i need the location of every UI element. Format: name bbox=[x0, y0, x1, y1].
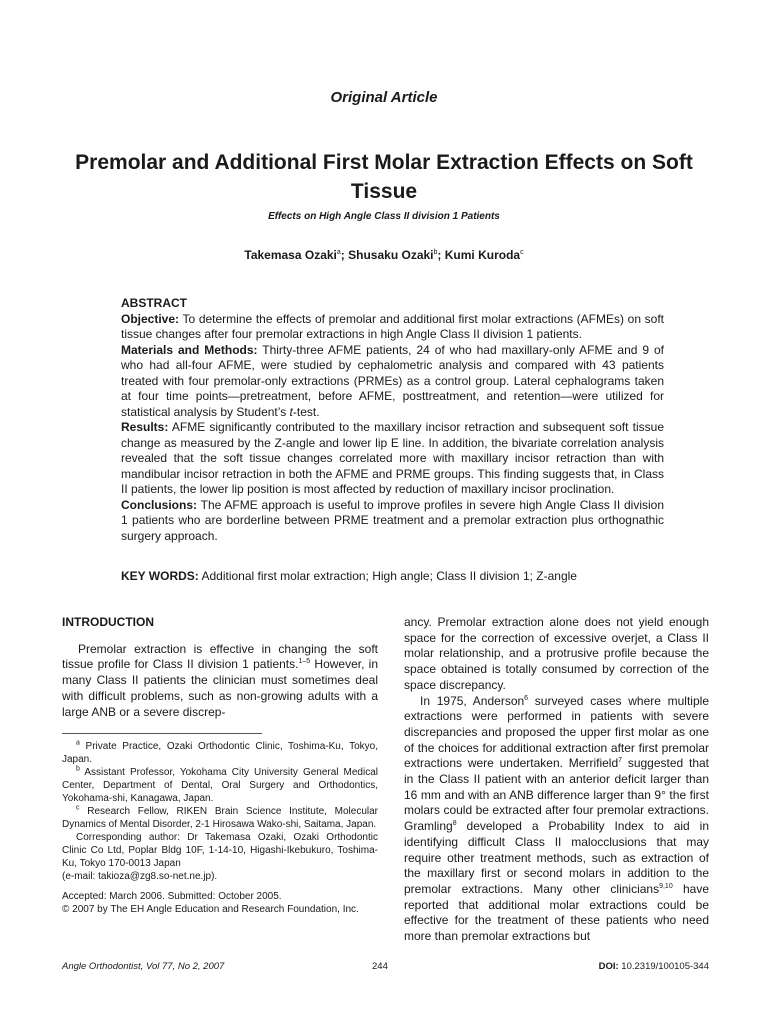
author-list bbox=[0, 248, 768, 262]
intro-text: surveyed cases where multiple extractions were performed in patients with severe discrepancies and proposed the upper first molar as one of the choices for additional extraction after first premolar extractions were undertaken. Merrifield bbox=[404, 693, 709, 771]
citation-mark: 1–5 bbox=[298, 658, 311, 666]
methods-label: Materials and Methods: bbox=[121, 342, 258, 357]
right-column bbox=[404, 615, 709, 945]
introduction-paragraph-2 bbox=[404, 694, 709, 945]
intro-text: However, in many Class II patients the clinician must sometimes deal with difficult problems, such as non-growing adults with a large ANB or a severe discrep- bbox=[62, 657, 379, 719]
doi-label: DOI: bbox=[598, 961, 619, 972]
corresponding-author: Corresponding author: Dr Takemasa Ozaki, Ozaki Orthodontic Clinic Co Ltd, Poplar Bldg 10F, 1-14-10, Higashi-Ikebukuro, Toshima-Ku, Tokyo 170-0013 Japan bbox=[62, 832, 378, 869]
methods-text-end: -test. bbox=[292, 404, 320, 419]
methods-italic: t bbox=[289, 404, 293, 419]
intro-text: suggested that in the Class II patient with an anterior deficit larger than 16 mm and with an ANB difference larger than 9° the first molars could be extracted after four premolar extractions. Gramling bbox=[404, 756, 709, 834]
results-text: AFME significantly contributed to the maxillary incisor retraction and subsequent soft tissue change as measured by the Z-angle and lower lip E line. In addition, the bivariate correlation analysis revealed that the soft tissue changes correlated more with maxillary incisor retraction than with mandibular incisor retraction in both the AFME and PRME groups. This finding suggests that, in Class II patients, the lower lip position is most affected by reduction of maxillary incisor proclination. bbox=[121, 420, 664, 496]
journal-citation: Angle Orthodontist, Vol 77, No 2, 2007 bbox=[62, 961, 225, 972]
affiliation-mark: a bbox=[336, 249, 341, 256]
keywords bbox=[121, 569, 664, 585]
citation-mark: 6 bbox=[524, 694, 529, 702]
abstract-results bbox=[121, 420, 664, 498]
introduction-paragraph bbox=[62, 642, 378, 721]
article-title: Premolar and Additional First Molar Extraction Effects on Soft Tissue bbox=[75, 151, 693, 203]
accepted-date: Accepted: March 2006. Submitted: October 2005. bbox=[62, 891, 282, 902]
intro-text: developed a Probability Index to aid in identifying difficult Class II malocclusions that may require other treatment methods, such as extraction of the maxillary first or second molars in addition to the premolar extractions. Many other clinicians bbox=[404, 819, 709, 896]
copyright-notice: © 2007 by The EH Angle Education and Research Foundation, Inc. bbox=[62, 904, 359, 915]
citation-mark: 8 bbox=[452, 820, 457, 828]
abstract-heading: ABSTRACT bbox=[121, 296, 187, 310]
objective-text: To determine the effects of premolar and additional first molar extractions (AFMEs) on soft tissue changes after four premolar extractions in high Angle Class II division 1 patients. bbox=[121, 311, 664, 341]
conclusions-text: The AFME approach is useful to improve profiles in severe high Angle Class II division 1 patients who are borderline between PRME treatment and a premolar extraction plus orthognathic surgery approach. bbox=[121, 497, 665, 543]
footnote-divider bbox=[62, 733, 262, 734]
footnote-mark: c bbox=[76, 804, 80, 812]
author-name: Kumi Kuroda bbox=[444, 248, 521, 262]
footnotes bbox=[62, 740, 378, 916]
footnote-mark: a bbox=[76, 739, 80, 747]
doi[interactable] bbox=[599, 961, 709, 972]
keywords-text: Additional first molar extraction; High angle; Class II division 1; Z-angle bbox=[201, 569, 577, 583]
keywords-label: KEY WORDS: bbox=[121, 569, 199, 583]
article-type-label: Original Article bbox=[330, 89, 438, 106]
footnote-text: Private Practice, Ozaki Orthodontic Clinic, Toshima-Ku, Tokyo, Japan. bbox=[62, 741, 378, 765]
abstract-methods bbox=[121, 343, 664, 421]
doi-value[interactable]: 10.2319/100105-344 bbox=[621, 961, 709, 972]
citation-mark: 9,10 bbox=[659, 882, 673, 890]
intro-text: have reported that additional molar extractions could be effective for the treatment of these patients who need more than premolar extractions but bbox=[404, 881, 709, 944]
article-subtitle: Effects on High Angle Class II division 1 Patients bbox=[268, 211, 500, 222]
introduction-heading: INTRODUCTION bbox=[62, 615, 154, 629]
footnote-c bbox=[62, 805, 378, 831]
citation-mark: 7 bbox=[618, 757, 623, 765]
author-email: (e-mail: takioza@zg8.so-net.ne.jp). bbox=[62, 871, 218, 882]
abstract-objective bbox=[121, 312, 664, 343]
abstract-conclusions bbox=[121, 498, 664, 545]
methods-text: Thirty-three AFME patients, 24 of who had maxillary-only AFME and 9 of who had all-four AFME, were studied by cephalometric analysis and compared with 43 patients treated with four premolar-only extractions (PRMEs) as a control group. Lateral cephalograms taken at four time points—pretreatment, before AFME, posttreatment, and retention—were utilized for statistical analysis by Student’s bbox=[121, 342, 664, 419]
affiliation-mark: c bbox=[520, 249, 524, 256]
author-name: Shusaku Ozaki bbox=[348, 248, 434, 262]
intro-text: In 1975, Anderson bbox=[420, 693, 525, 708]
objective-label: Objective: bbox=[121, 311, 180, 326]
author-separator: ; bbox=[340, 248, 349, 262]
footnote-text: Research Fellow, RIKEN Brain Science Institute, Molecular Dynamics of Mental Disorder, 2-1 Hirosawa Wako-shi, Saitama, Japan. bbox=[62, 806, 378, 830]
intro-text: Premolar extraction is effective in changing the soft tissue profile for Class II division 1 patients. bbox=[62, 641, 378, 672]
affiliation-mark: b bbox=[433, 249, 438, 256]
page-number: 244 bbox=[372, 961, 388, 972]
footnote-b bbox=[62, 766, 378, 805]
abstract bbox=[121, 296, 664, 544]
footnote-text: Assistant Professor, Yokohama City University General Medical Center, Department of Dental, Oral Surgery and Orthodontics, Yokohama-shi, Kanagawa, Japan. bbox=[62, 767, 378, 804]
author-separator: ; bbox=[437, 248, 445, 262]
footnote-mark: b bbox=[76, 765, 80, 773]
author-name: Takemasa Ozaki bbox=[244, 248, 337, 262]
results-label: Results: bbox=[121, 420, 169, 434]
introduction-paragraph-continued: ancy. Premolar extraction alone does not yield enough space for the correction of excessive overjet, a Class II molar relationship, and a protrusive profile because the space obtained is totally consumed by correction of the space discrepancy. bbox=[404, 615, 709, 692]
left-column bbox=[62, 615, 378, 720]
conclusions-label: Conclusions: bbox=[121, 497, 198, 512]
footnote-a bbox=[62, 740, 378, 766]
